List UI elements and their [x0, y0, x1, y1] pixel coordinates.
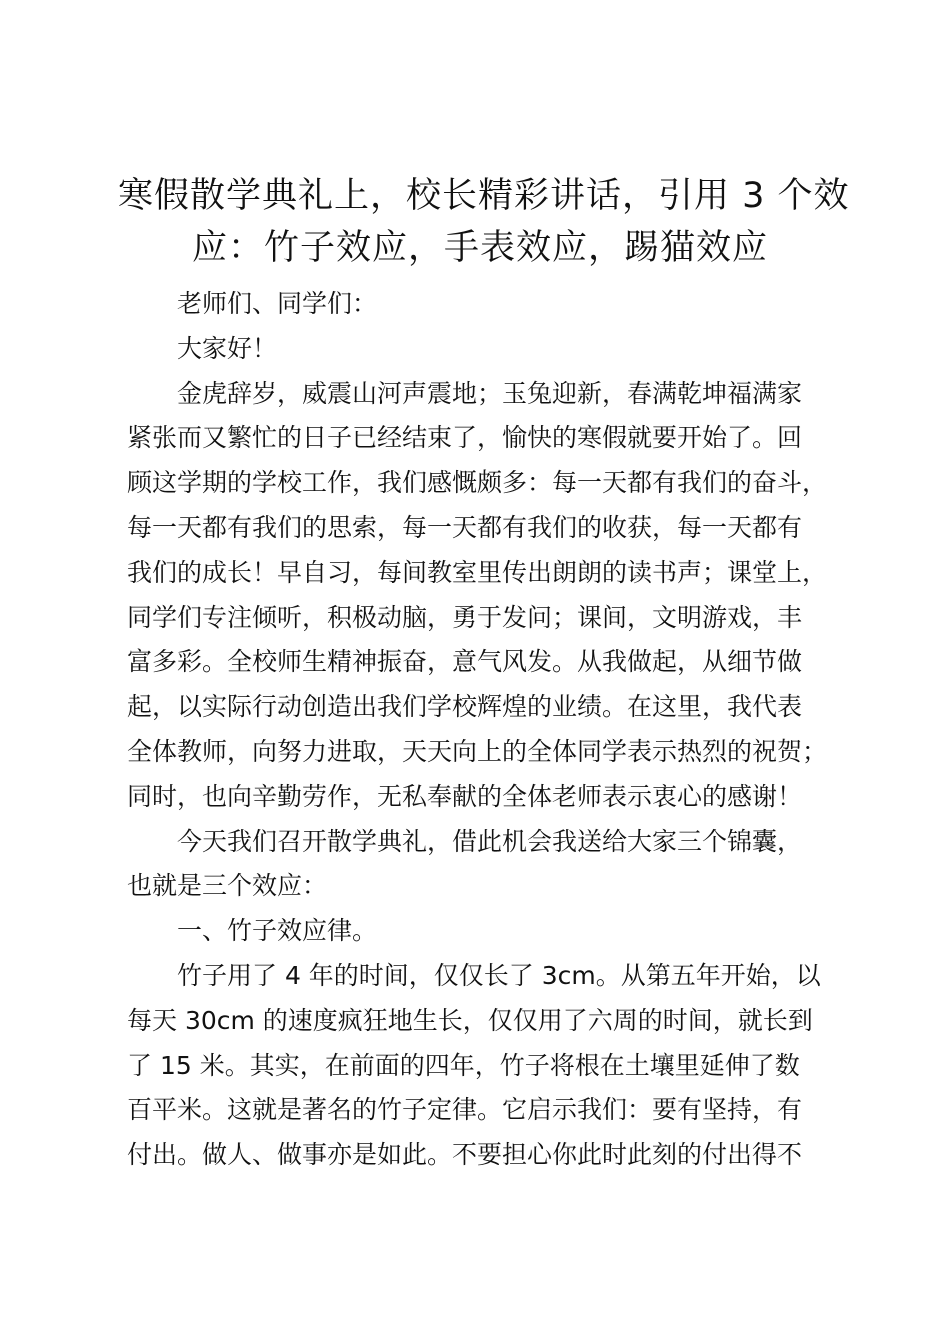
text-line: 百平米。这就是著名的竹子定律。它启示我们：要有坚持，有: [127, 1095, 803, 1125]
intro-paragraph: [127, 372, 859, 820]
text-line: 了 15 米。其实，在前面的四年，竹子将根在土壤里延伸了数: [127, 1050, 800, 1080]
greeting-paragraph: [127, 282, 859, 327]
text-line: 每一天都有我们的思索，每一天都有我们的收获，每一天都有: [127, 512, 803, 542]
text-line: 老师们、同学们：: [177, 289, 378, 318]
section-heading-bamboo: [127, 909, 859, 954]
text-line: 付出。做人、做事亦是如此。不要担心你此时此刻的付出得不: [127, 1140, 803, 1170]
text-line: 全体教师，向努力进取，天天向上的全体同学表示热烈的祝贺；: [127, 736, 828, 766]
bamboo-paragraph: [127, 954, 859, 1178]
text-line: 我们的成长！早自习，每间教室里传出朗朗的读书声；课堂上，: [127, 557, 828, 587]
text-line: 顾这学期的学校工作，我们感慨颇多：每一天都有我们的奋斗，: [127, 468, 828, 498]
document-body: [127, 282, 859, 1178]
text-line: 也就是三个效应：: [127, 871, 328, 901]
text-line: 起，以实际行动创造出我们学校辉煌的业绩。在这里，我代表: [127, 692, 803, 722]
title-line: 应：竹子效应，手表效应，踢猫效应: [191, 228, 768, 268]
text-line: 一、竹子效应律。: [177, 916, 378, 946]
text-line: 同时，也向辛勤劳作，无私奉献的全体老师表示衷心的感谢！: [127, 781, 803, 811]
title-line: 寒假散学典礼上，校长精彩讲话，引用 3 个效: [118, 176, 850, 216]
document-title: [118, 170, 850, 274]
text-line: 大家好！: [177, 333, 278, 363]
text-line: 紧张而又繁忙的日子已经结束了，愉快的寒假就要开始了。回: [127, 423, 803, 453]
text-line: 富多彩。全校师生精神振奋，意气风发。从我做起，从细节做: [127, 647, 803, 677]
text-line: 金虎辞岁，威震山河声震地；玉兔迎新，春满乾坤福满家: [177, 378, 803, 408]
salutation-paragraph: [127, 327, 859, 372]
text-line: 同学们专注倾听，积极动脑，勇于发问；课间，文明游戏，丰: [127, 602, 803, 632]
text-line: 每天 30cm 的速度疯狂地生长，仅仅用了六周的时间，就长到: [127, 1005, 813, 1035]
ceremony-paragraph: [127, 820, 859, 910]
text-line: 竹子用了 4 年的时间，仅仅长了 3cm。从第五年开始，以: [177, 960, 821, 990]
text-line: 今天我们召开散学典礼，借此机会我送给大家三个锦囊，: [177, 826, 803, 856]
